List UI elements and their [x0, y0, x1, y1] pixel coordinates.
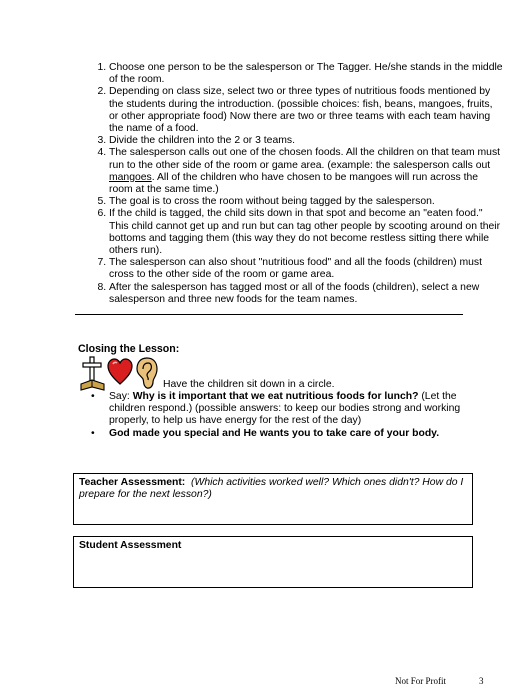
step-2: 2. Depending on class size, select two or three types of nutritious foods mentioned by the students during the introduction. (possible choices: fish, beans, mangoes, fruits, or other appropriate food) Now there are two or three teams with each team having the name of a food.: [109, 86, 504, 135]
student-assessment-label: Student Assessment: [79, 540, 182, 551]
closing-instruction: Have the children sit down in a circle.: [163, 379, 335, 390]
cross-bible-icon: [80, 356, 106, 392]
bullet-1-question: Why is it important that we eat nutritious foods for lunch?: [132, 391, 419, 402]
step-7: 7. The salesperson can also shout "nutritious food" and all the foods (children) must cross to the other side of the room or game area.: [109, 257, 504, 281]
teacher-assessment-prompt: (Which activities worked well? Which ones didn't? How do I prepare for the next lesson?): [79, 477, 464, 501]
step-3: 3. Divide the children into the 2 or 3 teams.: [109, 135, 504, 147]
closing-bullet-2: [82, 428, 482, 440]
closing-bullet-1: [82, 391, 482, 428]
closing-title: Closing the Lesson:: [78, 343, 180, 355]
bullet-1-suffix: (Let the children respond.) (possible answers: to keep our bodies strong and working properly, to help us have energy for the rest of the day): [109, 391, 461, 427]
step-5: 5. The goal is to cross the room without being tagged by the salesperson.: [109, 196, 504, 208]
step-4-text-before: The salesperson calls out one of the chosen foods. All the children on that team must run to the other side of the room or game area. (example: the salesperson calls out: [109, 147, 501, 171]
student-assessment-box[interactable]: [73, 536, 473, 588]
bullet-1-prefix: Say:: [109, 391, 133, 402]
heart-icon: [107, 358, 133, 386]
step-4-underlined-word: mangoes: [109, 171, 152, 183]
step-6: 6. If the child is tagged, the child sits down in that spot and become an "eaten food." This child cannot get up and run but can tag other people by scooting around on their bottoms and tagging them (this way they do not become restless sitting there while others run).: [109, 208, 504, 257]
teacher-assessment-label: Teacher Assessment:: [79, 477, 186, 488]
ear-icon: [135, 356, 159, 390]
step-8: 8. After the salesperson has tagged most or all of the foods (children), select a new salesperson and three new foods for the team names.: [109, 282, 504, 306]
step-1: 1. Choose one person to be the salesperson or The Tagger. He/she stands in the middle of the room.: [109, 62, 504, 86]
closing-icons: [80, 356, 160, 392]
step-4: [109, 147, 504, 196]
step-4-text-after: . All of the children who have chosen to be mangoes will run across the room at the same time.): [109, 171, 479, 196]
bullet-dot: •: [91, 391, 95, 402]
closing-bullets: [82, 391, 482, 440]
footer-text: Not For Profit: [395, 676, 447, 686]
section-divider: [75, 314, 463, 315]
teacher-assessment-box[interactable]: [73, 473, 473, 525]
activity-steps-list: [88, 62, 504, 306]
page-number: 3: [479, 676, 484, 686]
bullet-dot: •: [91, 427, 95, 439]
bullet-2-statement: God made you special and He wants you to take care of your body.: [109, 427, 440, 439]
